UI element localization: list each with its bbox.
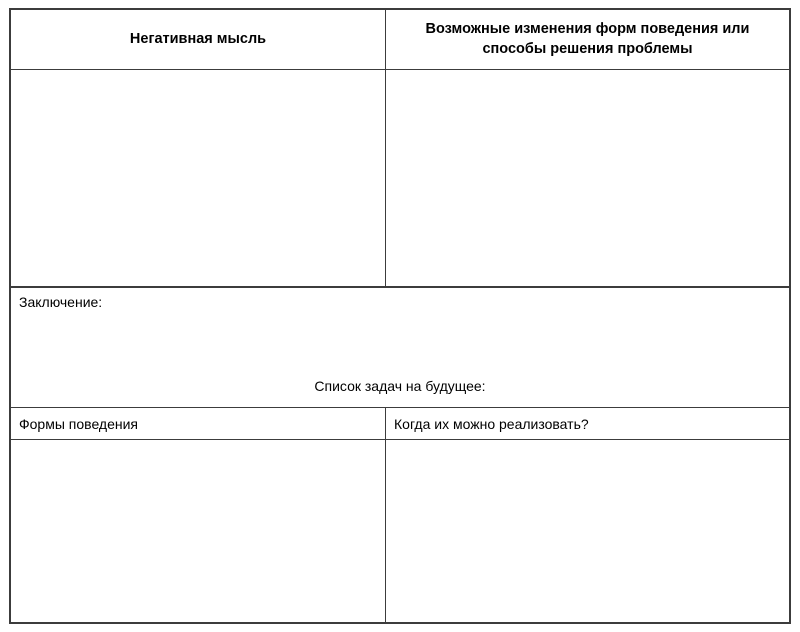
possible-changes-input[interactable] — [386, 70, 789, 286]
future-tasks-title: Список задач на будущее: — [314, 378, 486, 394]
future-tasks-title-row — [11, 378, 789, 408]
table-header-row — [11, 10, 789, 70]
when-realize-input[interactable] — [386, 440, 789, 624]
column-header-possible-changes: Возможные изменения форм поведения или способы решения проблемы — [425, 20, 750, 57]
column-header-negative-thought: Негативная мысль — [11, 10, 386, 69]
future-tasks-row — [11, 440, 789, 624]
future-tasks-header-row — [11, 408, 789, 440]
conclusion-label: Заключение: — [19, 294, 103, 310]
negative-thought-input[interactable] — [11, 70, 386, 286]
column-header-behavior-form: Формы поведения — [11, 408, 386, 439]
behavior-form-input[interactable] — [11, 440, 386, 624]
table-row — [11, 70, 789, 288]
conclusion-section — [11, 288, 789, 378]
column-header-when-realize: Когда их можно реализовать? — [394, 415, 589, 432]
worksheet-table — [9, 8, 791, 624]
